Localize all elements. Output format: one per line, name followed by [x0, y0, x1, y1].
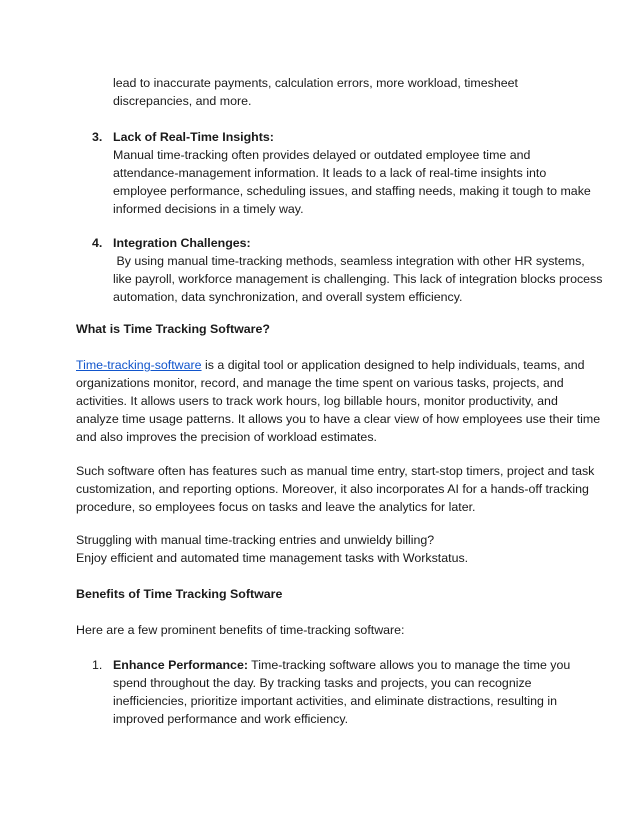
text-line: spend throughout the day. By tracking tasks and projects, you can recognize — [113, 676, 532, 690]
text-line: lead to inaccurate payments, calculation errors, more workload, timesheet — [113, 76, 518, 90]
text-line — [76, 356, 585, 374]
list-item-continuation — [113, 74, 573, 110]
text-line: organizations monitor, record, and manage the time spent on various tasks, projects, and — [76, 376, 564, 390]
text-line: Such software often has features such as manual time entry, start-stop timers, project and task — [76, 464, 595, 478]
list-number: 1. — [92, 658, 103, 672]
text-line: procedure, so employees focus on tasks and leave the analytics for later. — [76, 500, 476, 514]
text-run: Time-tracking software allows you to manage the time you — [247, 658, 571, 672]
list-number: 3. — [92, 130, 103, 144]
text-line: Manual time-tracking often provides delayed or outdated employee time and — [113, 148, 531, 162]
text-line: employee performance, scheduling issues, and staffing needs, making it tough to make — [113, 184, 591, 198]
section-heading: Benefits of Time Tracking Software — [76, 587, 283, 601]
text-line: informed decisions in a timely way. — [113, 202, 304, 216]
list-item-enhance-performance — [113, 656, 573, 728]
text-line — [113, 656, 573, 674]
text-line: like payroll, workforce management is challenging. This lack of integration blocks process — [113, 272, 603, 286]
list-item-title: Enhance Performance: — [113, 658, 248, 672]
text-line: automation, data synchronization, and overall system efficiency. — [113, 290, 463, 304]
text-line: customization, and reporting options. Moreover, it also incorporates AI for a hands-off tracking — [76, 482, 589, 496]
text-line: attendance-management information. It leads to a lack of real-time insights into — [113, 166, 547, 180]
list-item-integration-challenges — [113, 234, 603, 306]
paragraph-intro: Here are a few prominent benefits of time-tracking software: — [76, 623, 405, 637]
text-line: By using manual time-tracking methods, seamless integration with other HR systems, — [113, 254, 585, 268]
text-line: inefficiencies, prioritize important activities, and eliminate distractions, resulting in — [113, 694, 557, 708]
paragraph-features — [76, 462, 595, 516]
list-item-real-time-insights — [113, 128, 591, 218]
text-line: activities. It allows users to track work hours, log billable hours, monitor productivity, and — [76, 394, 558, 408]
text-run: is a digital tool or application designed to help individuals, teams, and — [201, 358, 585, 372]
list-item-title: Lack of Real-Time Insights: — [113, 130, 274, 144]
section-heading: What is Time Tracking Software? — [76, 322, 270, 336]
paragraph-callout — [76, 531, 576, 567]
text-line: Enjoy efficient and automated time management tasks with Workstatus. — [76, 551, 469, 565]
text-line: Struggling with manual time-tracking entries and unwieldy billing? — [76, 533, 435, 547]
text-line: improved performance and work efficiency. — [113, 712, 349, 726]
text-line: and also improves the precision of workload estimates. — [76, 430, 377, 444]
time-tracking-software-link[interactable]: Time-tracking-software — [76, 358, 202, 372]
list-item-title: Integration Challenges: — [113, 236, 251, 250]
text-line: discrepancies, and more. — [113, 94, 252, 108]
paragraph-definition — [76, 356, 601, 446]
list-number: 4. — [92, 236, 103, 250]
text-line: analyze time usage patterns. It allows you to have a clear view of how employees use their time — [76, 412, 601, 426]
